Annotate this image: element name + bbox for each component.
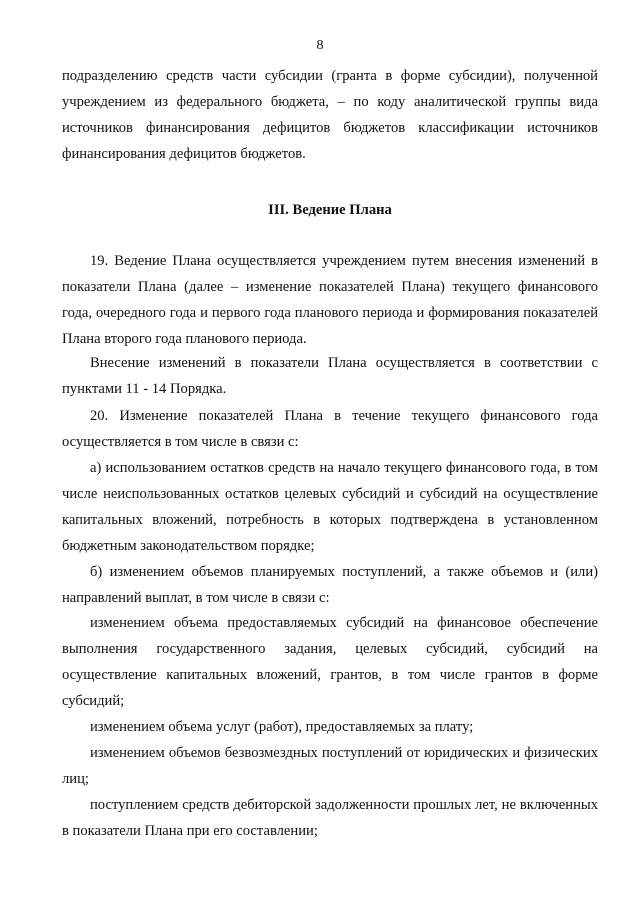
list-item-gratuitous-receipts: изменением объемов безвозмездных поступлений от юридических и физических лиц; bbox=[62, 745, 598, 787]
page-number: 8 bbox=[316, 38, 324, 53]
section-heading: III. Ведение Плана bbox=[268, 202, 392, 218]
intro-paragraph: подразделению средств части субсидии (гранта в форме субсидии), полученной учреждением из федерального бюджета, – по коду аналитической группы вида источников финансирования дефицитов бюджетов классификации источников финансирования дефицитов бюджетов. bbox=[62, 68, 598, 162]
list-item-paid-services: изменением объема услуг (работ), предоставляемых за плату; bbox=[90, 719, 474, 735]
list-item-subsidies: изменением объема предоставляемых субсидий на финансовое обеспечение выполнения государственного задания, целевых субсидий, субсидий на осуществление капитальных вложений, грантов, в том числе грантов в форме субсидий; bbox=[62, 615, 598, 709]
list-item-receivables: поступлением средств дебиторской задолженности прошлых лет, не включенных в показатели Плана при его составлении; bbox=[62, 797, 598, 839]
subparagraph-a: а) использованием остатков средств на начало текущего финансового года, в том числе неиспользованных остатков целевых субсидий и субсидий на осуществление капитальных вложений, потребность в которых подтверждена в установленном бюджетным законодательством порядке; bbox=[62, 460, 598, 554]
paragraph-19: 19. Ведение Плана осуществляется учреждением путем внесения изменений в показатели Плана (далее – изменение показателей Плана) текущего финансового года, очередного года и первого года планового периода и формирования показателей Плана второго года планового периода. bbox=[62, 253, 598, 347]
subparagraph-b: б) изменением объемов планируемых поступлений, а также объемов и (или) направлений выплат, в том числе в связи с: bbox=[62, 564, 598, 606]
paragraph-20: 20. Изменение показателей Плана в течение текущего финансового года осуществляется в том числе в связи с: bbox=[62, 408, 598, 450]
paragraph-changes-procedure: Внесение изменений в показатели Плана осуществляется в соответствии с пунктами 11 - 14 Порядка. bbox=[62, 355, 598, 397]
